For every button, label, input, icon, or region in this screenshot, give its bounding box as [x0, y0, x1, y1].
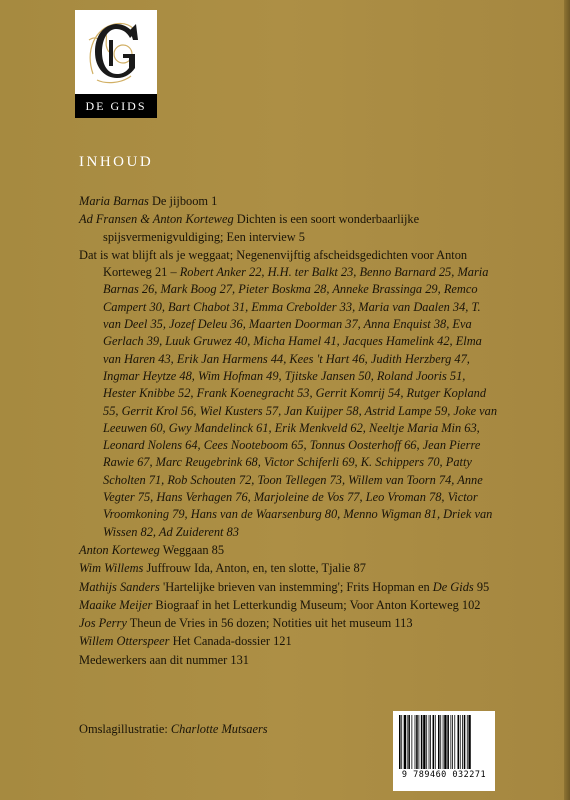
barcode-bar	[404, 715, 406, 769]
barcode-bar	[458, 715, 460, 769]
toc-title: Het Canada-dossier 121	[169, 634, 292, 649]
barcode-bar	[440, 715, 441, 769]
barcode-bar	[429, 715, 430, 769]
toc-entry	[79, 579, 499, 596]
toc-title: De jijboom 1	[148, 194, 218, 208]
barcode-number: 9 789460 032271	[401, 770, 487, 780]
barcode-bar	[467, 715, 468, 769]
toc-author: De Gids	[432, 579, 474, 594]
barcode-bar	[407, 715, 408, 769]
toc-entry	[79, 247, 499, 541]
toc-author: Ad Fransen & Anton Korteweg	[79, 212, 234, 227]
isbn-barcode	[393, 711, 495, 791]
credit-label: Omslagillustratie:	[79, 722, 171, 736]
toc-title: 95	[473, 579, 490, 594]
barcode-bar	[408, 715, 410, 769]
barcode-bar	[433, 715, 435, 769]
barcode-bar	[423, 715, 425, 769]
toc-entry	[79, 615, 499, 632]
barcode-bar	[415, 715, 416, 769]
toc-author: Wim Willems	[79, 561, 144, 576]
barcode-bar	[464, 715, 466, 769]
toc-title: Dichten is een soort wonderbaarlijke spijsvermenigvuldiging; Een interview 5	[103, 212, 420, 244]
toc-title: Weggaan 85	[159, 542, 225, 557]
toc-author: Robert Anker 22, H.H. ter Balkt 23, Benno Barnard 25, Maria Barnas 26, Mark Boog 27, Pieter Boskma 28, Anneke Brassinga 29, Remco Campert 30, Bart Chabot 31, Emma Crebolder 33, Maria van Daalen 34, T. van Deel 35, Jozef Deleu 36, Maarten Doorman 37, Anna Enquist 38, Eva Gerlach 39, Luuk Gruwez 40, Micha Hamel 41, Jacques Hamelink 42, Elma van Haren 43, Erik Jan Harmens 44, Kees 't Hart 46, Judith Herzberg 47, Ingmar Heytze 48, Wim Hofman 49, Tjitske Jansen 50, Roland Jooris 51, Hester Knibbe 52, Frank Koenegracht 53, Gerrit Komrij 54, Rutger Kopland 55, Gerrit Krol 56, Wiel Kusters 57, Jan Kuijper 58, Astrid Lampe 59, Joke van Leeuwen 60, Gwy Mandelinck 61, Erik Menkveld 62, Neeltje Maria Min 63, Leonard Nolens 64, Cees Nooteboom 65, Tonnus Oosterhoff 66, Jean Pierre Rawie 67, Marc Reugebrink 68, Victor Schiferli 69, K. Schippers 70, Patty Scholten 71, Rob Schouten 72, Toon Tellegen 73, Willem van Toorn 74, Anne Vegter 75, Hans Verhagen 76, Marjoleine de Vos 77, Leo Vroman 78, Victor Vroomkoning 79, Hans van de Waarsenburg 80, Menno Wigman 81, Driek van Wissen 82, Ad Zuiderent 83	[103, 265, 498, 539]
toc-title: Biograaf in het Letterkundig Museum; Voor Anton Korteweg 102	[152, 597, 481, 612]
toc-title: Juffrouw Ida, Anton, en, ten slotte, Tjalie 87	[143, 561, 366, 576]
barcode-bar	[401, 715, 402, 769]
toc-entry	[79, 542, 499, 559]
barcode-bar	[462, 715, 463, 769]
logo-label: DE GIDS	[75, 94, 157, 118]
toc-author: Maria Barnas	[79, 194, 149, 208]
toc-author: Jos Perry	[79, 616, 127, 631]
toc-title: Medewerkers aan dit nummer 131	[79, 652, 249, 667]
barcode-bar	[438, 715, 440, 769]
toc-author: Willem Otterspeer	[79, 634, 170, 649]
table-of-contents	[79, 193, 499, 670]
toc-title: 'Hartelijke brieven van instemming'; Frits Hopman en	[159, 579, 433, 594]
toc-author: Mathijs Sanders	[79, 579, 160, 594]
barcode-bar	[447, 715, 449, 769]
barcode-bar	[426, 715, 427, 769]
toc-entry	[79, 633, 499, 650]
contents-heading: INHOUD	[79, 154, 154, 170]
barcode-bar	[399, 715, 401, 769]
toc-title: Dat is wat blijft als je weggaat; Negenenvijftig afscheidsgedichten voor Anton Korteweg 21 –	[79, 247, 468, 280]
barcode-bar	[421, 715, 423, 769]
toc-entry	[79, 211, 499, 246]
toc-author: Anton Korteweg	[79, 542, 160, 557]
toc-entry	[79, 652, 499, 669]
barcode-bar	[468, 715, 470, 769]
barcode-bar	[450, 715, 451, 769]
toc-entry	[79, 597, 499, 614]
barcode-bar	[454, 715, 455, 769]
barcode-bar	[411, 715, 412, 769]
barcode-bar	[443, 715, 444, 769]
toc-author: Maaike Meijer	[79, 597, 153, 612]
barcode-bar	[430, 715, 431, 769]
cover-edge	[564, 0, 570, 800]
toc-entry	[79, 193, 499, 210]
barcode-bar	[419, 715, 420, 769]
toc-entry	[79, 560, 499, 577]
de-gids-logo	[75, 10, 157, 118]
cover-illustration-credit	[79, 722, 268, 737]
barcode-bar	[435, 715, 436, 769]
barcode-bar	[416, 715, 418, 769]
gothic-g-logo-icon	[75, 10, 157, 94]
barcode-bar	[460, 715, 461, 769]
toc-title: Theun de Vries in 56 dozen; Notities uit het museum 113	[126, 616, 413, 631]
barcode-bar	[444, 715, 446, 769]
barcode-bar	[452, 715, 453, 769]
credit-name: Charlotte Mutsaers	[170, 722, 268, 736]
barcode-icon	[397, 715, 491, 771]
